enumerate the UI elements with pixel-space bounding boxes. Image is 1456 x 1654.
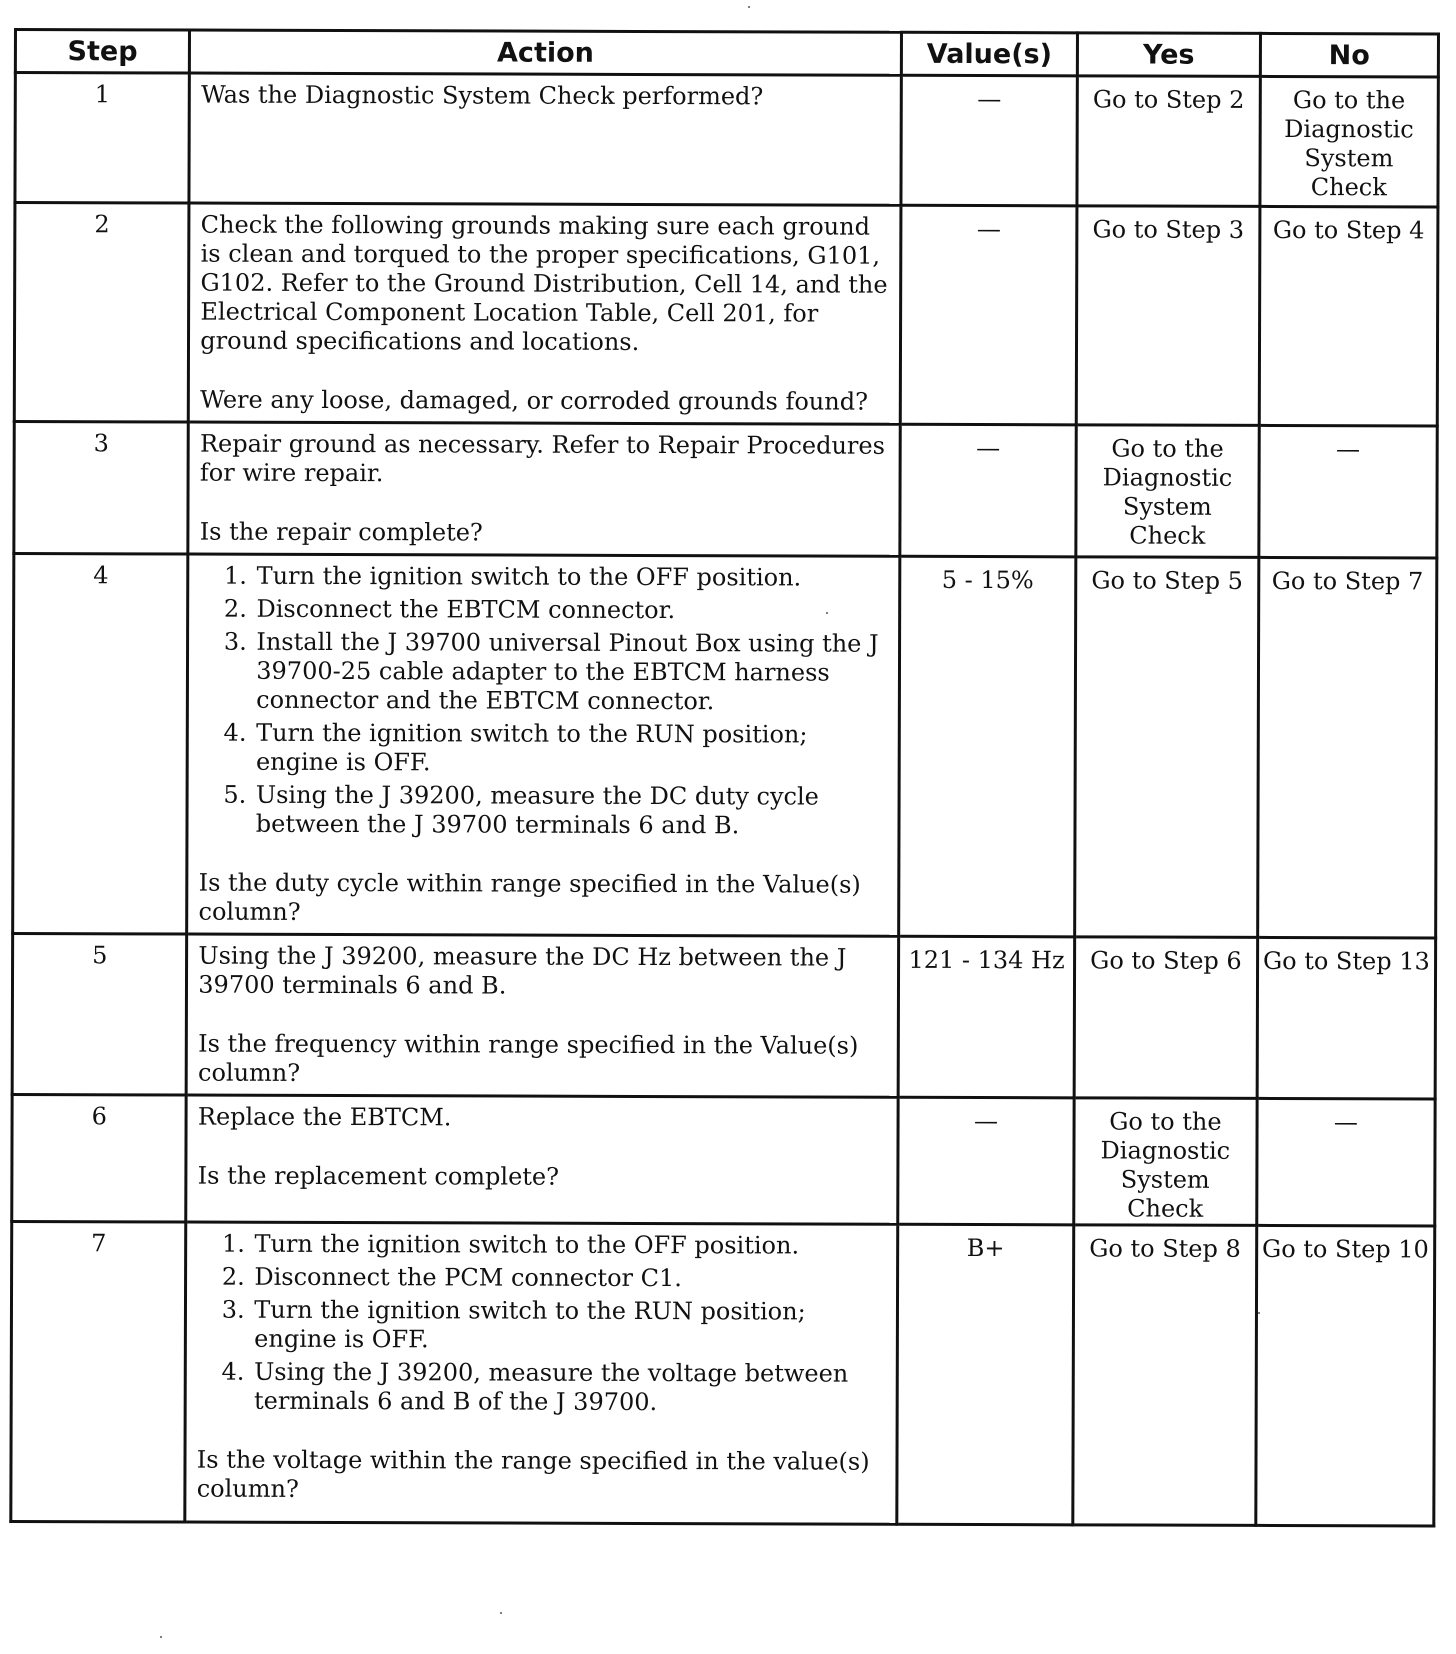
no-cell: Go to the Diagnostic System Check: [1260, 76, 1439, 207]
procedure-step: 1. Turn the ignition switch to the OFF position.: [252, 1230, 888, 1261]
procedure-step: 5. Using the J 39200, measure the DC duty cycle between the J 39700 terminals 6 and B.: [254, 781, 890, 841]
diagnostic-table: [9, 28, 1440, 1527]
action-cell: [188, 422, 900, 556]
action-question: Is the replacement complete?: [197, 1161, 560, 1191]
step-number: 2: [14, 203, 189, 423]
procedure-step: 4. Turn the ignition switch to the RUN position; engine is OFF.: [254, 719, 890, 779]
value-cell: 5 - 15%: [898, 556, 1076, 937]
value-cell: —: [901, 75, 1078, 206]
procedure-list: [199, 562, 890, 841]
yes-cell: Go to Step 6: [1074, 937, 1257, 1099]
procedure-step: 2. Disconnect the EBTCM connector.: [254, 595, 890, 626]
action-cell: [186, 1095, 898, 1224]
header-no: No: [1260, 33, 1439, 77]
no-cell: —: [1256, 1098, 1435, 1226]
no-cell: Go to Step 7: [1257, 557, 1437, 938]
action-question: Is the repair complete?: [199, 517, 483, 547]
yes-cell: Go to Step 3: [1076, 206, 1259, 426]
action-text: Was the Diagnostic System Check performed?: [201, 80, 764, 111]
action-text: Repair ground as necessary. Refer to Repair Procedures for wire repair.: [199, 429, 886, 488]
scan-speck: [160, 1636, 162, 1638]
step-number: 3: [14, 422, 189, 555]
header-yes: Yes: [1078, 33, 1261, 77]
step-number: 6: [12, 1094, 187, 1222]
action-text: Replace the EBTCM.: [197, 1102, 452, 1132]
scan-speck: [1258, 1312, 1260, 1314]
action-cell: [185, 1222, 897, 1524]
header-step: Step: [15, 30, 189, 74]
no-cell: Go to Step 4: [1259, 206, 1438, 426]
action-text: Check the following grounds making sure each ground is clean and torqued to the proper specifications, G101, G102. Refer to the Ground Distribution, Cell 14, and the Electrical Component Location Table, Cell 201, for ground specifications and locations.: [200, 210, 888, 356]
table-row: [13, 554, 1437, 938]
procedure-step: 3. Turn the ignition switch to the RUN position; engine is OFF.: [252, 1296, 888, 1356]
table-row: [12, 934, 1435, 1099]
header-action: Action: [190, 30, 902, 75]
table-row: [14, 203, 1438, 426]
table-row: [15, 73, 1438, 207]
procedure-step: 4. Using the J 39200, measure the voltage between terminals 6 and B of the J 39700.: [252, 1358, 888, 1418]
step-number: 1: [15, 73, 190, 204]
step-number: 7: [11, 1221, 186, 1522]
action-cell: [186, 934, 898, 1097]
yes-cell: Go to the Diagnostic System Check: [1076, 425, 1259, 558]
procedure-step: 1. Turn the ignition switch to the OFF position.: [255, 562, 891, 593]
yes-cell: Go to Step 2: [1077, 76, 1260, 207]
action-cell: [189, 73, 901, 205]
action-question: Is the frequency within range specified in the Value(s) column?: [197, 1029, 859, 1087]
action-question: Is the duty cycle within range specified in the Value(s) column?: [198, 868, 861, 926]
value-cell: —: [898, 1097, 1075, 1225]
yes-cell: Go to Step 8: [1073, 1225, 1256, 1526]
action-cell: [187, 554, 900, 936]
yes-cell: Go to Step 5: [1075, 557, 1259, 938]
value-cell: —: [900, 205, 1077, 425]
no-cell: —: [1258, 425, 1437, 558]
value-cell: B+: [897, 1224, 1074, 1525]
table-row: [12, 1094, 1435, 1225]
scan-speck: [826, 612, 828, 614]
scan-speck: [500, 1612, 502, 1614]
header-row: [15, 30, 1438, 77]
procedure-list: [197, 1230, 888, 1418]
procedure-step: 2. Disconnect the PCM connector C1.: [252, 1263, 888, 1294]
table-row: [14, 422, 1437, 558]
value-cell: —: [900, 424, 1077, 557]
yes-cell: Go to the Diagnostic System Check: [1074, 1098, 1257, 1226]
scan-speck: [748, 6, 750, 8]
action-question: Is the voltage within the range specified in the value(s) column?: [196, 1445, 870, 1503]
procedure-step: 3. Install the J 39700 universal Pinout Box using the J 39700-25 cable adapter to the EBTCM harness connector and the EBTCM connector.: [254, 628, 890, 717]
step-number: 5: [12, 934, 187, 1096]
table-body: [11, 73, 1439, 1526]
action-cell: [189, 203, 901, 424]
step-number: 4: [13, 554, 189, 935]
no-cell: Go to Step 10: [1255, 1225, 1434, 1526]
action-text: Using the J 39200, measure the DC Hz between the J 39700 terminals 6 and B.: [198, 941, 847, 1000]
action-question: Were any loose, damaged, or corroded grounds found?: [200, 385, 869, 416]
header-value: Value(s): [901, 32, 1077, 76]
value-cell: 121 - 134 Hz: [898, 936, 1075, 1098]
no-cell: Go to Step 13: [1257, 937, 1436, 1099]
table-row: [11, 1221, 1435, 1525]
diagnostic-table-sheet: [9, 28, 1440, 1527]
